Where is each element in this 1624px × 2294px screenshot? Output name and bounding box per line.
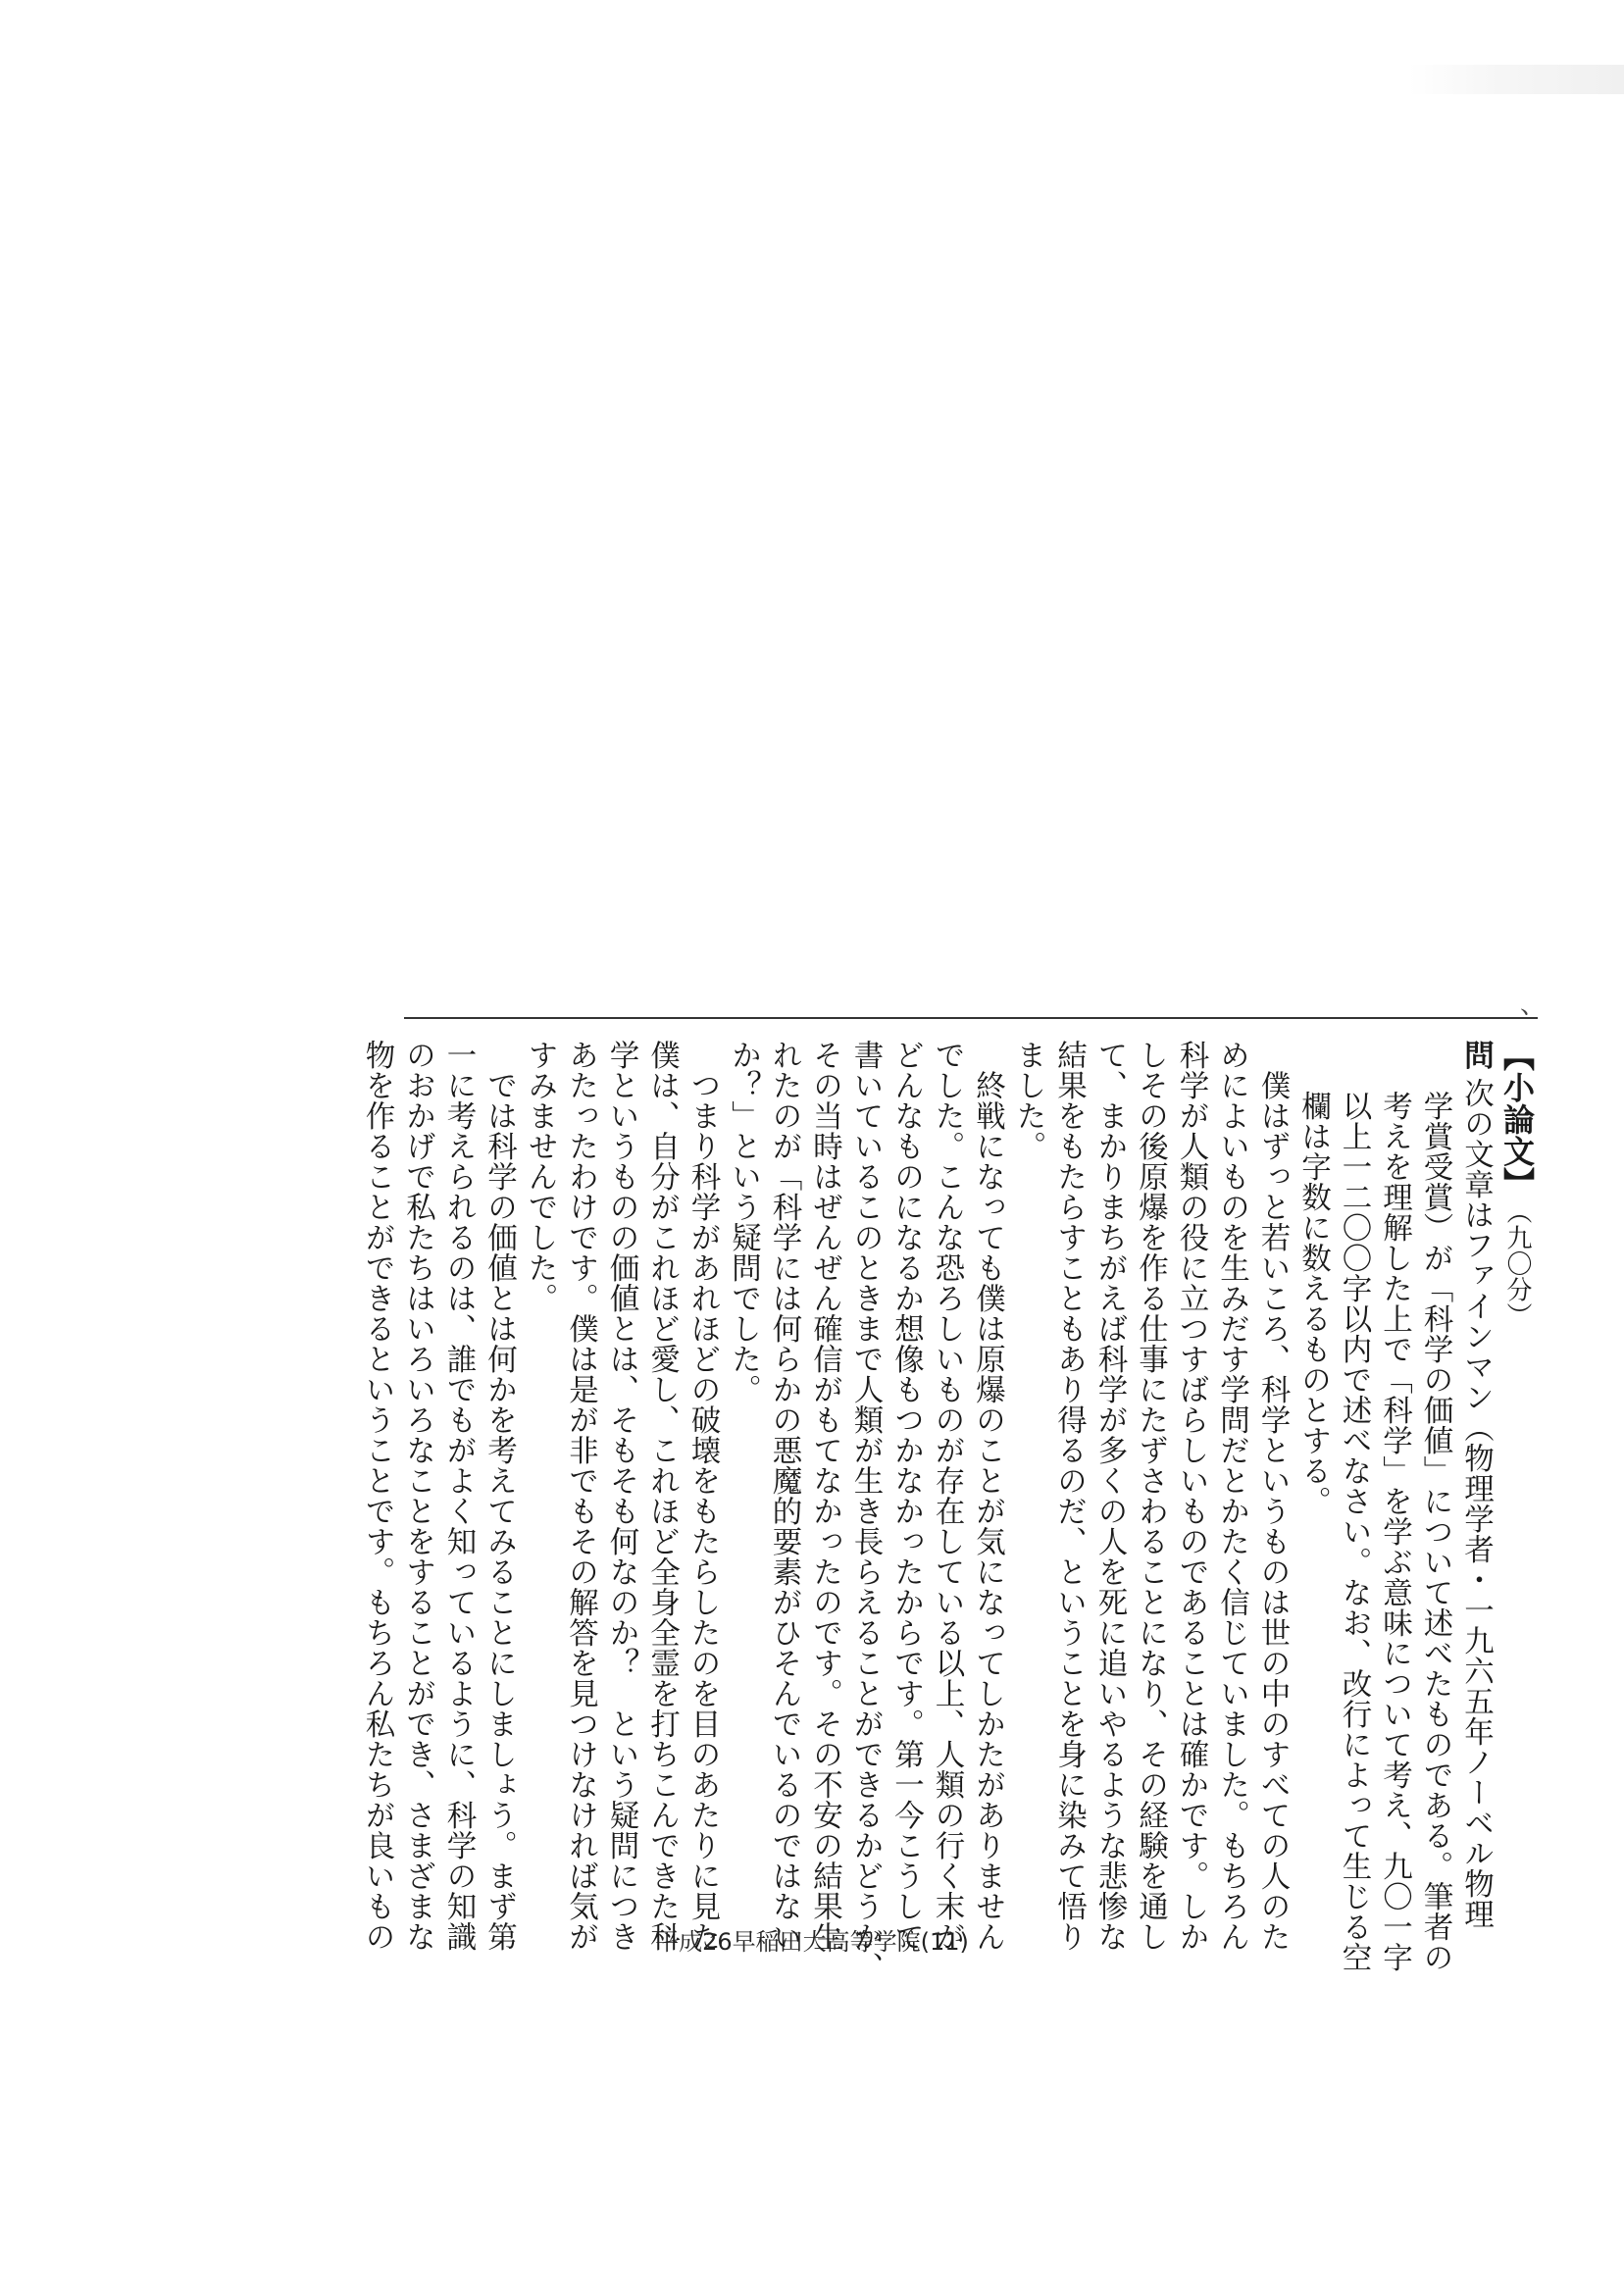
paragraph-line: 僕はずっと若いころ、科学というものは世の中のすべての人のた <box>1255 1069 1290 1952</box>
paragraph-line: ました。 <box>1011 1040 1045 1161</box>
question-line-4: 以上一二〇〇字以内で述べなさい。なお、改行によって生じる空 <box>1337 1090 1371 1972</box>
paragraph-line: 学というものの価値とは、そもそも何なのか？ という疑問につき <box>604 1040 638 1952</box>
scan-edge-shading <box>1408 65 1624 94</box>
question-line-3: 考えを理解した上で「科学」を学ぶ意味について考え、九〇一字 <box>1377 1090 1412 1972</box>
top-rule <box>404 1017 1538 1019</box>
paragraph-line: れたのが「科学には何らかの悪魔的要素がひそんでいるのではない <box>767 1040 801 1952</box>
paragraph-line: あたったわけです。僕は是が非でもその解答を見つけなければ気が <box>563 1040 598 1952</box>
paragraph-line: その当時はぜんぜん確信がもてなかったのです。その不安の結果生 <box>807 1040 842 1952</box>
section-heading: 【小論文】 <box>1498 1040 1536 1199</box>
paragraph-line: では科学の価値とは何かを考えてみることにしましょう。まず第 <box>482 1069 517 1952</box>
paragraph-line: 終戦になっても僕は原爆のことが気になってしかたがありません <box>970 1069 1005 1952</box>
paragraph-line: すみませんでした。 <box>523 1040 557 1313</box>
question-text: 次の文章はファインマン（物理学者・一九六五年ノーベル物理 <box>1458 1078 1494 1929</box>
paragraph-line: めによいものを生みだす学問だとかたく信じていました。もちろん <box>1214 1040 1249 1952</box>
paragraph-line: 物を作ることができるということです。もちろん私たちが良いもの <box>360 1040 394 1952</box>
paragraph-line: て、まかりまちがえば科学が多くの人を死に追いやるような悲惨な <box>1092 1040 1127 1952</box>
paragraph-line: しその後原爆を作る仕事にたずさわることになり、その経験を通し <box>1133 1040 1168 1952</box>
question-line-5: 欄は字数に数えるものとする。 <box>1295 1090 1331 1516</box>
question-line-1 <box>1455 1040 1497 1929</box>
paragraph-line: 結果をもたらすこともあり得るのだ、ということを身に染みて悟り <box>1051 1040 1087 1952</box>
section-heading-line <box>1497 1040 1539 1856</box>
paragraph-line: 僕は、自分がこれほど愛し、これほど全身全霊を打ちこんできた科 <box>644 1040 680 1952</box>
paragraph-line: か？」という疑問でした。 <box>726 1040 761 1404</box>
paragraph-line: 一に考えられるのは、誰でもがよく知っているように、科学の知識 <box>441 1040 476 1952</box>
paragraph-line: のおかげで私たちはいろいろなことをすることができ、さまざまな <box>400 1040 435 1952</box>
time-limit: （九〇分） <box>1502 1210 1532 1328</box>
stray-mark: 、 <box>1519 991 1546 1020</box>
page-footer: 平成26早稲田大高等学院(11) <box>655 1928 969 1956</box>
question-label: 問 <box>1458 1040 1494 1070</box>
question-line-2: 学賞受賞）が「科学の価値」について述べたものである。筆者の <box>1418 1090 1452 1972</box>
paragraph-line: 科学が人類の役に立つすばらしいものであることは確かです。しか <box>1174 1040 1208 1952</box>
paragraph-line: つまり科学があれほどの破壊をもたらしたのを目のあたりに見た <box>685 1069 720 1952</box>
paragraph-line: どんなものになるか想像もつかなかったからです。第一今こうして <box>888 1040 924 1952</box>
paragraph-line: 書いているこのときまで人類が生き長らえることができるかどうか、 <box>848 1040 883 1982</box>
paragraph-line: でした。こんな恐ろしいものが存在している以上、人類の行く末が <box>930 1040 964 1952</box>
